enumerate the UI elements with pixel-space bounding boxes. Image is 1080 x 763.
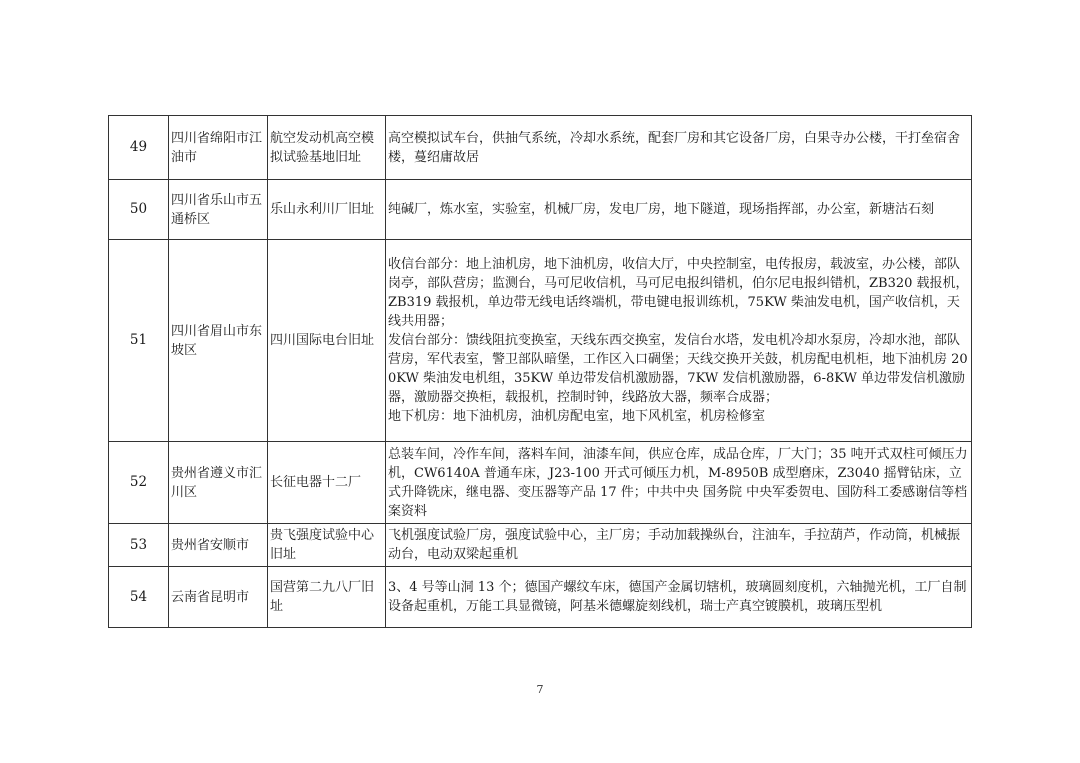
row-description <box>386 116 972 180</box>
row-location: 四川省绵阳市江油市 <box>169 116 268 180</box>
row-location: 四川省乐山市五通桥区 <box>169 180 268 240</box>
description-paragraph: 纯碱厂，炼水室，实验室，机械厂房，发电厂房，地下隧道，现场指挥部，办公室，新塘沽石刻 <box>388 202 935 217</box>
table-row <box>109 524 972 567</box>
table-row <box>109 116 972 180</box>
row-location: 四川省眉山市东坡区 <box>169 240 268 442</box>
description-paragraph: 总装车间，冷作车间，落料车间，油漆车间，供应仓库，成品仓库，厂大门；35 吨开式双柱可倾压力机，CW6140A 普通车床，J23-100 开式可倾压力机，M-8950B 成型磨床，Z3040 摇臂钻床，立式升降铣床，继电器、变压器等产品 17 件；中共中央 国务院 中央军委贺电、国防科工委感谢信等档案资料 <box>388 446 968 519</box>
row-site-name: 长征电器十二厂 <box>268 442 386 524</box>
row-number: 51 <box>109 240 169 442</box>
row-number: 49 <box>109 116 169 180</box>
table-row <box>109 567 972 628</box>
table-body <box>109 116 972 628</box>
page-number: 7 <box>536 683 544 696</box>
description-paragraph: 高空模拟试车台，供抽气系统，冷却水系统，配套厂房和其它设备厂房，白果寺办公楼，干打垒宿舍楼，蔓绍庸故居 <box>388 130 961 165</box>
row-number: 54 <box>109 567 169 628</box>
description-paragraph: 发信台部分：馈线阻抗变换室，天线东西交换室，发信台水塔，发电机冷却水泵房，冷却水池，部队营房，军代表室，警卫部队暗堡，工作区入口碉堡；天线交换开关鼓，机房配电机柜，地下油机房 200KW 柴油发电机组，35KW 单边带发信机激励器，7KW 发信机激励器，6-8KW 单边带发信机激励器，激励器交换柜，载报机，控制时钟，线路放大器，频率合成器； <box>388 333 968 405</box>
row-number: 50 <box>109 180 169 240</box>
row-number: 53 <box>109 524 169 567</box>
row-description <box>386 240 972 442</box>
description-paragraph: 收信台部分：地上油机房，地下油机房，收信大厅，中央控制室，电传报房，载波室，办公楼，部队岗亭，部队营房；监测台，马可尼收信机，马可尼电报纠错机，伯尔尼电报纠错机，ZB320 载报机，ZB319 载报机，单边带无线电话终端机，带电键电报训练机，75KW 柴油发电机，国产收信机，天线共用器； <box>388 257 969 329</box>
row-site-name: 乐山永利川厂旧址 <box>268 180 386 240</box>
row-number: 52 <box>109 442 169 524</box>
row-description <box>386 524 972 567</box>
description-paragraph: 3、4 号等山洞 13 个；德国产螺纹车床，德国产金属切辖机，玻璃圆刻度机，六轴抛光机，工厂自制设备起重机，万能工具显微镜，阿基米德螺旋刻线机，瑞士产真空镀膜机，玻璃压型机 <box>388 580 967 614</box>
row-site-name: 四川国际电台旧址 <box>268 240 386 442</box>
table-row <box>109 442 972 524</box>
row-description <box>386 442 972 524</box>
table-row <box>109 180 972 240</box>
row-site-name: 航空发动机高空模拟试验基地旧址 <box>268 116 386 180</box>
row-location: 贵州省安顺市 <box>169 524 268 567</box>
description-paragraph: 地下机房：地下油机房，油机房配电室，地下风机室，机房检修室 <box>388 409 766 424</box>
heritage-sites-table <box>108 115 972 628</box>
row-site-name: 国营第二九八厂旧址 <box>268 567 386 628</box>
row-location: 贵州省遵义市汇川区 <box>169 442 268 524</box>
table-row <box>109 240 972 442</box>
row-description <box>386 180 972 240</box>
row-description <box>386 567 972 628</box>
row-location: 云南省昆明市 <box>169 567 268 628</box>
row-site-name: 贵飞强度试验中心旧址 <box>268 524 386 567</box>
description-paragraph: 飞机强度试验厂房，强度试验中心，主厂房；手动加载操纵台，注油车，手拉葫芦，作动筒，机械振动台，电动双梁起重机 <box>388 528 961 562</box>
